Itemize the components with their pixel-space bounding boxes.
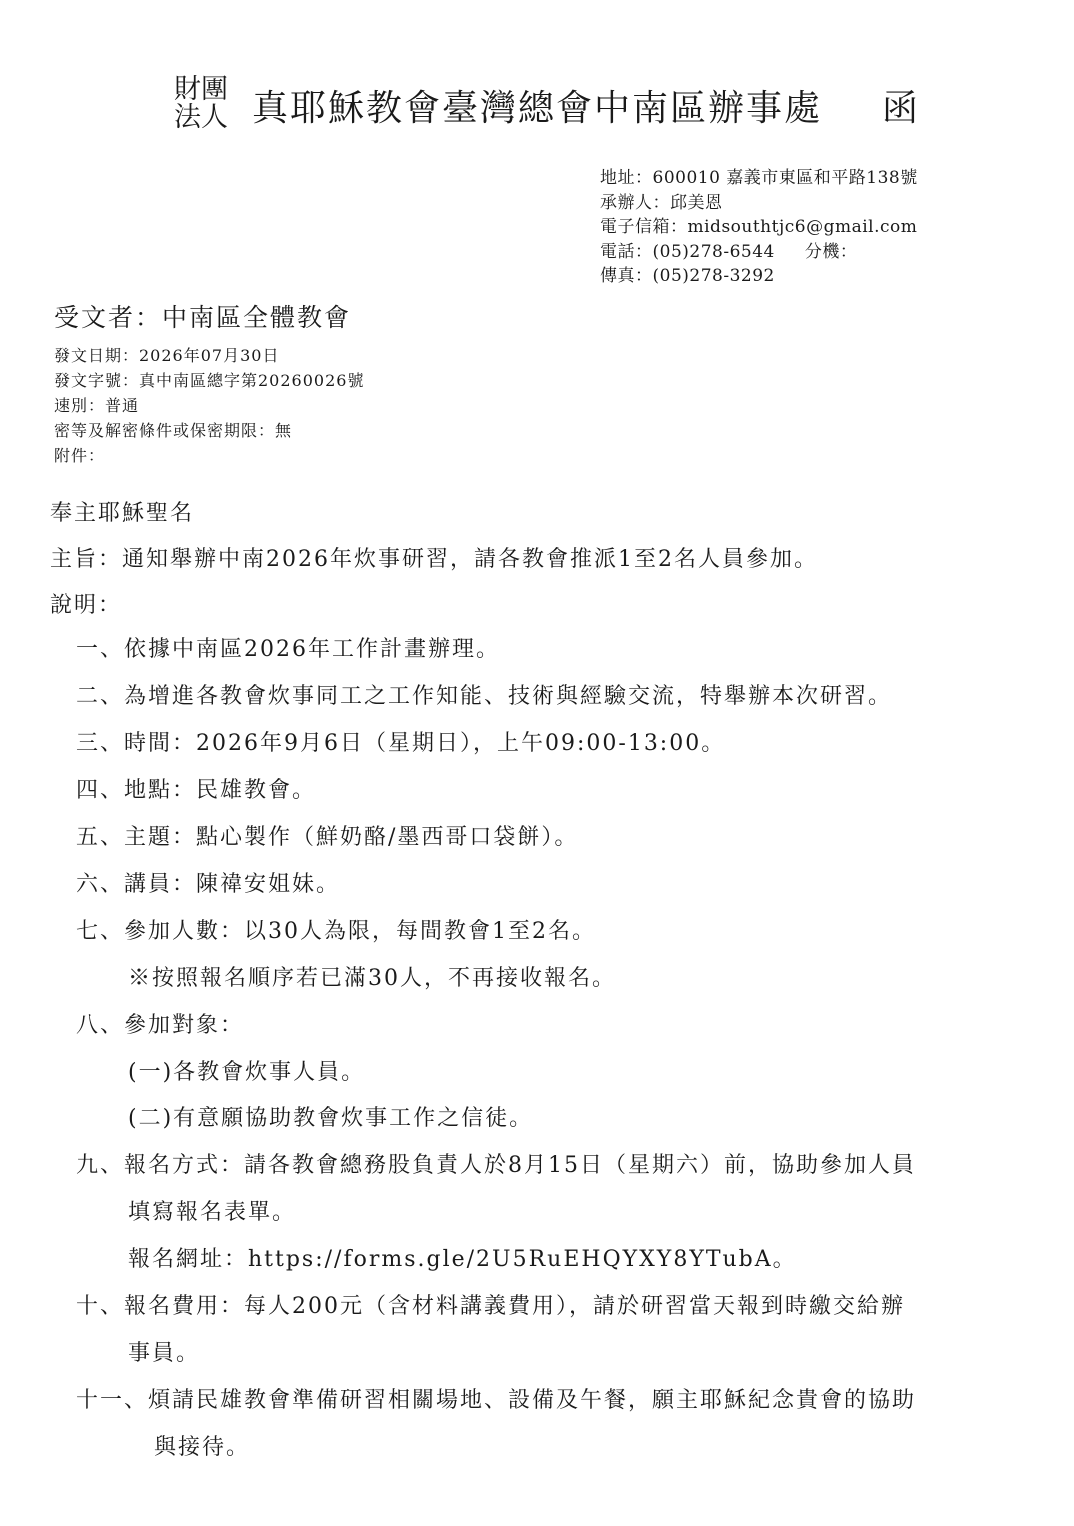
list-item: 七、參加人數：以30人為限，每間教會1至2名。 bbox=[76, 919, 596, 944]
list-item-continuation: 填寫報名表單。 bbox=[128, 1200, 297, 1225]
org-prefix-line2: 法人 bbox=[174, 102, 228, 133]
list-item: 四、地點：民雄教會。 bbox=[76, 778, 317, 803]
explanation-label: 說明： bbox=[50, 593, 123, 618]
contact-handler: 承辦人：邱美恩 bbox=[600, 192, 723, 213]
list-item: 十、報名費用：每人200元（含材料講義費用），請於研習當天報到時繳交給辦 bbox=[76, 1294, 905, 1319]
document-meta bbox=[54, 343, 364, 468]
contact-block bbox=[600, 166, 918, 289]
recipient: 受文者：中南區全體教會 bbox=[54, 303, 352, 332]
contact-email: 電子信箱：midsouthtjc6@gmail.com bbox=[600, 217, 918, 237]
meta-date: 發文日期：2026年07月30日 bbox=[54, 346, 280, 365]
contact-address: 地址：600010 嘉義市東區和平路138號 bbox=[600, 168, 918, 188]
org-name: 真耶穌教會臺灣總會中南區辦事處 bbox=[252, 88, 823, 129]
list-item-continuation: 與接待。 bbox=[154, 1435, 251, 1460]
list-item: 六、講員：陳禕安姐妹。 bbox=[76, 872, 341, 897]
contact-phone: 電話：(05)278-6544 bbox=[600, 241, 775, 262]
list-item: 八、參加對象： bbox=[76, 1013, 245, 1038]
subject: 主旨：通知舉辦中南2026年炊事研習，請各教會推派1至2名人員參加。 bbox=[50, 547, 818, 572]
document-type: 函 bbox=[882, 88, 919, 129]
list-item: 一、依據中南區2026年工作計畫辦理。 bbox=[76, 637, 500, 662]
meta-confidentiality: 密等及解密條件或保密期限：無 bbox=[54, 421, 293, 440]
list-item: 五、主題：點心製作（鮮奶酪/墨西哥口袋餅）。 bbox=[76, 825, 579, 850]
contact-phone-row bbox=[600, 240, 918, 265]
greeting: 奉主耶穌聖名 bbox=[50, 501, 195, 526]
contact-extension: 分機： bbox=[804, 241, 858, 262]
sub-list-item: (一)各教會炊事人員。 bbox=[128, 1060, 366, 1085]
item7-note: ※按照報名順序若已滿30人，不再接收報名。 bbox=[128, 966, 616, 991]
list-item: 三、時間：2026年9月6日（星期日），上午09:00-13:00。 bbox=[76, 731, 726, 756]
org-prefix-line1: 財團 bbox=[174, 74, 228, 105]
meta-doc-number: 發文字號：真中南區總字第20260026號 bbox=[54, 371, 365, 390]
list-item: 十一、煩請民雄教會準備研習相關場地、設備及午餐，願主耶穌紀念貴會的協助 bbox=[76, 1388, 917, 1413]
registration-url: 報名網址：https://forms.gle/2U5RuEHQYXY8YTubA。 bbox=[128, 1247, 797, 1272]
list-item: 九、報名方式：請各教會總務股負責人於8月15日（星期六）前，協助參加人員 bbox=[76, 1153, 916, 1178]
sub-list-item: (二)有意願協助教會炊事工作之信徒。 bbox=[128, 1106, 534, 1131]
meta-urgency: 速別：普通 bbox=[54, 396, 140, 415]
list-item-continuation: 事員。 bbox=[128, 1341, 201, 1366]
org-type-prefix bbox=[174, 76, 236, 132]
list-item: 二、為增進各教會炊事同工之工作知能、技術與經驗交流，特舉辦本次研習。 bbox=[76, 684, 893, 709]
meta-attachment: 附件： bbox=[54, 446, 106, 465]
contact-fax: 傳真：(05)278-3292 bbox=[600, 266, 775, 286]
